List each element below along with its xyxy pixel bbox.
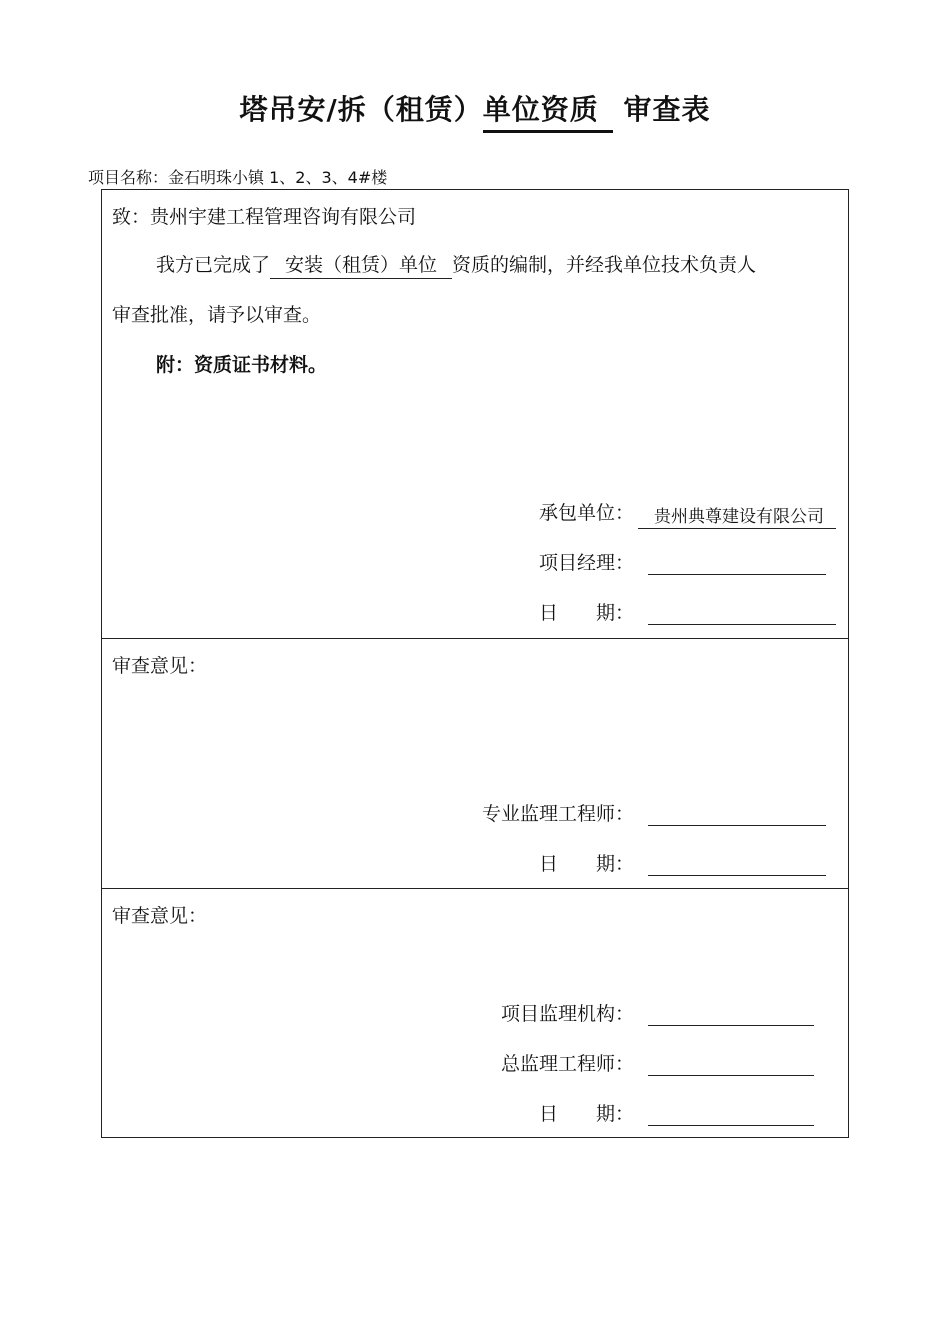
statement-suffix: 资质的编制，并经我单位技术负责人	[452, 254, 757, 276]
submission-section	[101, 189, 849, 639]
statement-fill: 安装（租赁）单位	[270, 250, 452, 279]
chief-signature-line[interactable]	[648, 1075, 814, 1076]
date-label: 日 期：	[538, 1103, 634, 1125]
org-line[interactable]	[648, 1025, 814, 1026]
org-label: 项目监理机构：	[500, 1003, 634, 1025]
document-title	[0, 88, 950, 133]
contractor-label: 承包单位：	[538, 502, 634, 524]
project-line	[88, 165, 387, 188]
chief-engineer-label: 总监理工程师：	[500, 1053, 634, 1075]
date-label: 日 期：	[538, 853, 634, 875]
statement-line-2: 审查批准，请予以审查。	[112, 304, 322, 326]
title-underlined: 单位资质	[483, 88, 613, 133]
engineer-review-section	[101, 638, 849, 889]
project-label: 项目名称：	[88, 168, 169, 187]
statement-line-1	[156, 250, 756, 279]
engineer-label: 专业监理工程师：	[481, 803, 634, 825]
statement-prefix: 我方已完成了	[156, 254, 271, 276]
title-main: 塔吊安/拆（租赁）	[239, 93, 483, 126]
attachment-note: 附：资质证书材料。	[156, 354, 328, 376]
addressee: 致：贵州宇建工程管理咨询有限公司	[112, 206, 417, 228]
opinion-label: 审查意见：	[112, 655, 208, 677]
manager-label: 项目经理：	[538, 552, 634, 574]
manager-signature-line[interactable]	[648, 574, 826, 575]
date-line[interactable]	[648, 875, 826, 876]
date-line[interactable]	[648, 624, 836, 625]
project-name: 金石明珠小镇 1、2、3、4#楼	[168, 168, 388, 187]
date-label: 日 期：	[538, 602, 634, 624]
title-tail: 审查表	[612, 93, 711, 126]
chief-review-section	[101, 888, 849, 1138]
engineer-signature-line[interactable]	[648, 825, 826, 826]
contractor-value: 贵州典尊建设有限公司	[638, 502, 836, 529]
date-line[interactable]	[648, 1125, 814, 1126]
contractor-field	[638, 502, 836, 529]
opinion-label: 审查意见：	[112, 905, 208, 927]
